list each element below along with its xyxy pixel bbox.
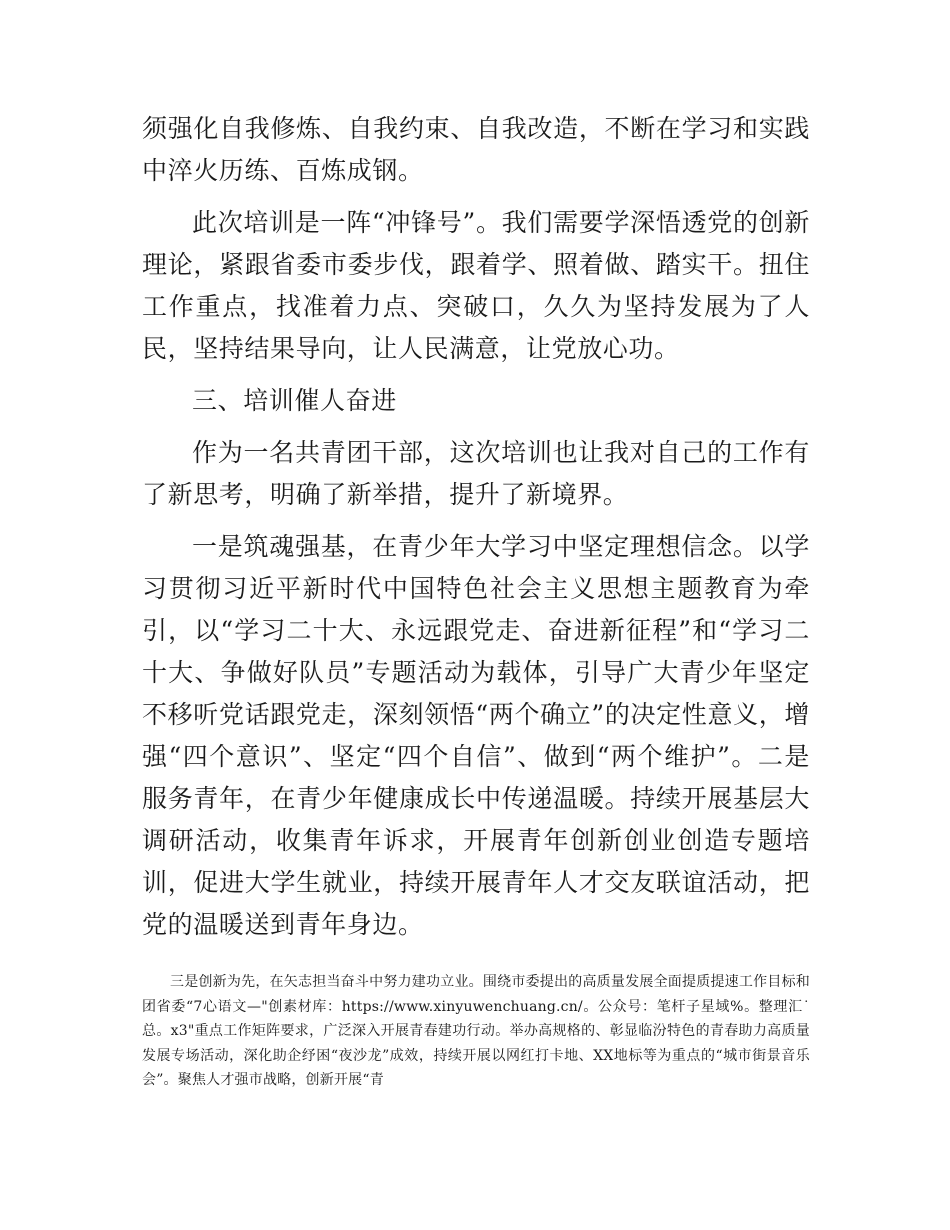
small-text-block — [142, 970, 810, 1093]
paragraph-charge: 此次培训是一阵“冲锋号”。我们需要学深悟透党的创新理论，紧跟省委市委步伐，跟着学、照着做、踏实干。扭住工作重点，找准着力点、突破口，久久为坚持发展为了人民，坚持结果导向，让人民满意，让党放心功。 — [142, 208, 810, 363]
document-page — [142, 108, 810, 1093]
main-text-block — [142, 108, 810, 946]
paragraph-continuation: 须强化自我修炼、自我约束、自我改造，不断在学习和实践中淬火历练、百炼成钢。 — [142, 114, 810, 185]
paragraph-first-second: 一是筑魂强基，在青少年大学习中坚定理想信念。以学习贯彻习近平新时代中国特色社会主义思想主题教育为牵引，以“学习二十大、永远跟党走、奋进新征程”和“学习二十大、争做好队员”专题活动为载体，引导广大青少年坚定不移听党话跟党走，深刻领悟“两个确立”的决定性意义，增强“四个意识”、坚定“四个自信”、做到“两个维护”。二是服务青年，在青少年健康成长中传递温暖。持续开展基层大调研活动，收集青年诉求，开展青年创新创业创造专题培训，促进大学生就业，持续开展青年人才交友联谊活动，把党的温暖送到青年身边。 — [142, 532, 810, 939]
paragraph-reflection: 作为一名共青团干部，这次培训也让我对自己的工作有了新思考，明确了新举措，提升了新境界。 — [142, 438, 810, 509]
paragraph-third: 三是创新为先，在矢志担当奋斗中努力建功立业。围绕市委提出的高质量发展全面提质提速工作目标和团省委“7心语文—"创素材库：https://www.xinyuwenchuang.cn/。公众号：笔杆子星域%。整理汇˙总。x3"重点工作矩阵要求，广泛深入开展青春建功行动。举办高规格的、彰显临汾特色的青春助力高质量发展专场活动，深化助企纾困“夜沙龙”成效，持续开展以网红打卡地、XX地标等为重点的“城市街景音乐会”。聚焦人才强市战略，创新开展“青 — [142, 974, 810, 1088]
section-heading: 三、培训催人奋进 — [192, 386, 397, 415]
